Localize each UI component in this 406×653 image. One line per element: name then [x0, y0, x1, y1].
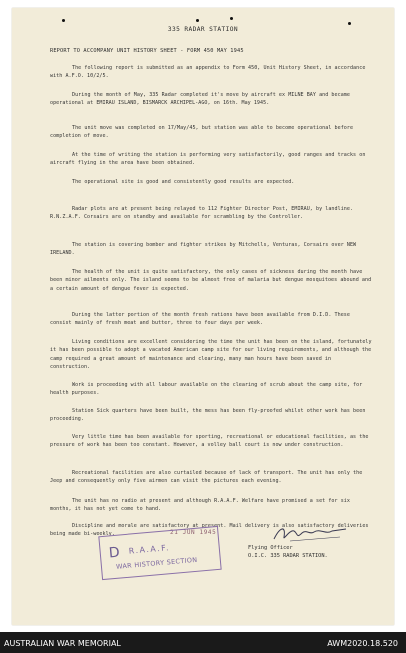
- paragraph: The health of the unit is quite satisfactory, the only cases of sickness during the month have been minor ailments only. The island seems to be almost free of malaria but dengue mosquitoes abound and a certain amount of dengue fever is expected.: [50, 269, 372, 292]
- archive-footer: [0, 632, 406, 653]
- punch-hole: [230, 17, 233, 20]
- signature-scrawl: [270, 523, 350, 545]
- document-sheet: [12, 8, 394, 625]
- paragraph: During the month of May, 335 Radar completed it's move by aircraft ex MILNE BAY and became operational at EMIRAU ISLAND, BISMARCK ARCHIPEL-AGO, on 16th. May 1945.: [50, 92, 350, 107]
- stamp-date: 21 JUN 1945: [170, 529, 217, 536]
- footer-accession-number: AWM2020.18.520: [327, 639, 398, 648]
- paragraph: Recreational facilities are also curtailed because of lack of transport. The unit has only the Jeep and consequently only five airmen can visit the pictures each evening.: [50, 470, 363, 485]
- punch-hole: [62, 19, 65, 22]
- document-title: 335 RADAR STATION: [167, 26, 239, 33]
- paragraph: The following report is submitted as an appendix to Form 450, Unit History Sheet, in accordance with A.F.O. 10/2/5.: [50, 65, 366, 80]
- paragraph: The unit has no radio at present and although R.A.A.F. Welfare have promised a set for six months, it has not yet come to hand.: [50, 498, 350, 513]
- paragraph: The station is covering bomber and fighter strikes by Mitchells, Venturas, Corsairs over NEW IRELAND.: [50, 242, 357, 257]
- paragraph: The operational site is good and consistently good results are expected.: [72, 179, 295, 185]
- footer-institution: AUSTRALIAN WAR MEMORIAL: [4, 639, 121, 648]
- punch-hole: [348, 22, 351, 25]
- paragraph: The unit move was completed on 17/May/45, but station was able to become operational before completion of move.: [50, 125, 354, 140]
- stamp-section-label: WAR HISTORY SECTION: [115, 555, 198, 571]
- paragraph: At the time of writing the station is performing very satisfactorily, good ranges and tracks on aircraft flying in the area have been obtained.: [50, 152, 366, 167]
- paragraph: Living conditions are excellent considering the time the unit has been on the island, fortunately it has been possible to adopt a vacated American camp site for our living requirements, and although the camp required a great amount of maintenance and clearing, many man hours have been saved in construction.: [50, 339, 372, 370]
- signer-position: O.I.C. 335 RADAR STATION.: [248, 553, 328, 559]
- paragraph: Very little time has been available for sporting, recreational or educational facilities, as the pressure of work has been too constant. However, a volley ball court is now under construction.: [50, 434, 369, 449]
- paragraph: Station Sick quarters have been built, the mess has been fly-proofed whilst other work has been proceeding.: [50, 408, 366, 423]
- paragraph: Discipline and morale are satisfactory at present. Mail delivery is also satisfactory deliveries being made bi-weekly.: [50, 523, 369, 538]
- stamp-raaf-label: R.A.A.F.: [128, 543, 171, 556]
- document-subtitle: REPORT TO ACCOMPANY UNIT HISTORY SHEET - FORM 450 MAY 1945: [50, 48, 244, 54]
- paragraph: Work is proceeding with all labour available on the clearing of scrub about the camp site, for health purposes.: [50, 382, 363, 397]
- punch-hole: [196, 19, 199, 22]
- signer-rank: Flying Officer: [248, 545, 293, 551]
- paragraph: During the latter portion of the month fresh rations have been available from D.I.D. These consist mainly of fresh meat and butter, three to four days per week.: [50, 312, 350, 327]
- paragraph: Radar plots are at present being relayed to 112 Fighter Director Post, EMIRAU, by landline. R.N.Z.A.F. Corsairs are on standby and available for scrambling by the Controller.: [50, 206, 354, 221]
- signature-block: [248, 544, 378, 560]
- stamp-initial: D: [108, 544, 121, 562]
- war-history-stamp: [98, 526, 221, 580]
